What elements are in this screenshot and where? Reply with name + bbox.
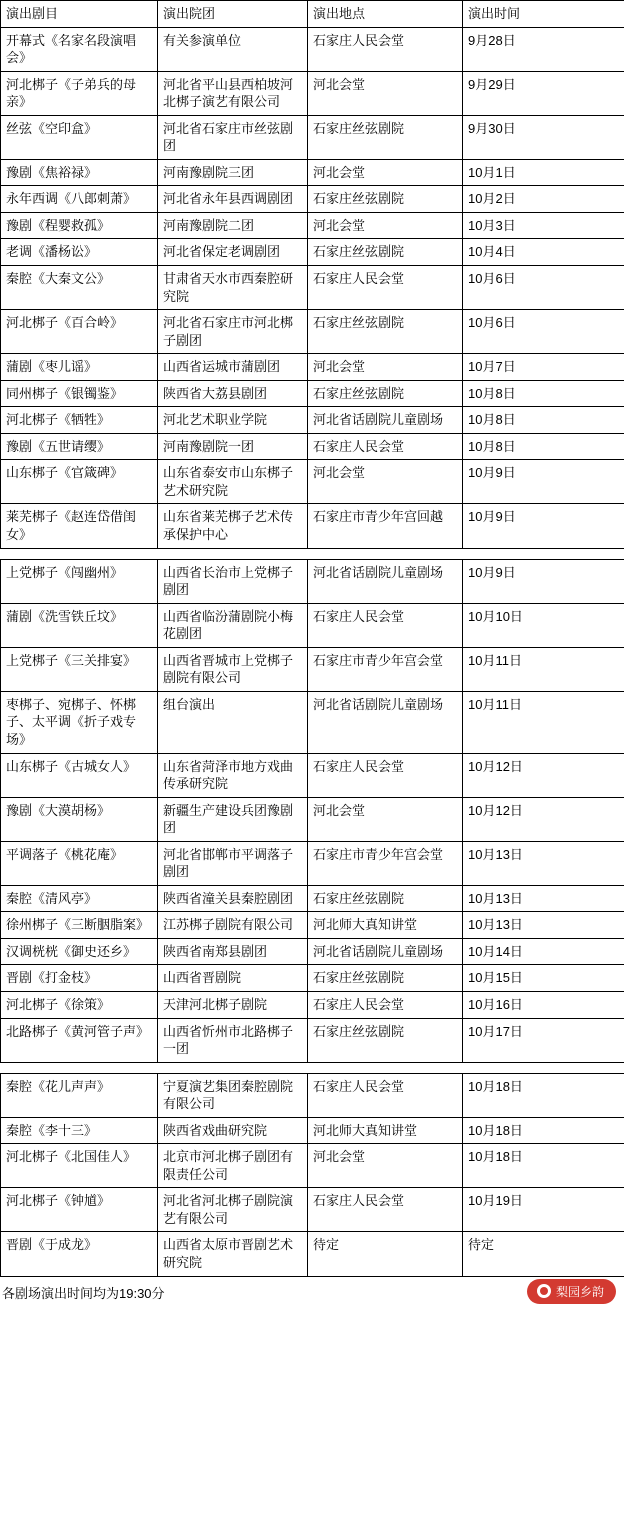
cell-venue: 河北省话剧院儿童剧场 bbox=[308, 407, 463, 434]
table-row bbox=[1, 938, 624, 965]
cell-troupe: 山西省忻州市北路梆子一团 bbox=[158, 1018, 308, 1062]
cell-program: 上党梆子《三关排宴》 bbox=[1, 647, 158, 691]
cell-venue: 河北会堂 bbox=[308, 797, 463, 841]
cell-program: 河北梆子《子弟兵的母亲》 bbox=[1, 71, 158, 115]
cell-date: 10月1日 bbox=[463, 159, 624, 186]
cell-date: 10月6日 bbox=[463, 310, 624, 354]
cell-venue: 石家庄市青少年宫会堂 bbox=[308, 841, 463, 885]
cell-date: 10月12日 bbox=[463, 753, 624, 797]
table-row bbox=[1, 212, 624, 239]
table-row bbox=[1, 603, 624, 647]
table-row bbox=[1, 239, 624, 266]
table-row bbox=[1, 433, 624, 460]
cell-date: 10月19日 bbox=[463, 1188, 624, 1232]
cell-venue: 河北省话剧院儿童剧场 bbox=[308, 691, 463, 753]
cell-program: 蒲剧《洗雪铁丘坟》 bbox=[1, 603, 158, 647]
cell-date: 10月13日 bbox=[463, 912, 624, 939]
table-row bbox=[1, 71, 624, 115]
cell-date: 10月12日 bbox=[463, 797, 624, 841]
cell-troupe: 河北艺术职业学院 bbox=[158, 407, 308, 434]
cell-troupe: 河北省石家庄市丝弦剧团 bbox=[158, 115, 308, 159]
cell-date: 10月10日 bbox=[463, 603, 624, 647]
cell-date: 10月14日 bbox=[463, 938, 624, 965]
cell-troupe: 陕西省潼关县秦腔剧团 bbox=[158, 885, 308, 912]
column-header-venue: 演出地点 bbox=[308, 1, 463, 28]
cell-date: 10月3日 bbox=[463, 212, 624, 239]
cell-troupe: 河北省石家庄市河北梆子剧团 bbox=[158, 310, 308, 354]
cell-date: 10月8日 bbox=[463, 380, 624, 407]
table-row bbox=[1, 407, 624, 434]
cell-troupe: 河北省保定老调剧团 bbox=[158, 239, 308, 266]
cell-venue: 石家庄人民会堂 bbox=[308, 27, 463, 71]
cell-date: 10月7日 bbox=[463, 354, 624, 381]
cell-troupe: 宁夏演艺集团秦腔剧院有限公司 bbox=[158, 1073, 308, 1117]
cell-troupe: 山西省晋剧院 bbox=[158, 965, 308, 992]
cell-troupe: 河北省平山县西柏坡河北梆子演艺有限公司 bbox=[158, 71, 308, 115]
cell-date: 9月30日 bbox=[463, 115, 624, 159]
table-row bbox=[1, 27, 624, 71]
table-row bbox=[1, 991, 624, 1018]
cell-venue: 石家庄市青少年宫会堂 bbox=[308, 647, 463, 691]
table-row bbox=[1, 965, 624, 992]
cell-program: 丝弦《空印盒》 bbox=[1, 115, 158, 159]
table-row bbox=[1, 1073, 624, 1117]
cell-program: 汉调桄桄《御史还乡》 bbox=[1, 938, 158, 965]
table-row bbox=[1, 647, 624, 691]
cell-date: 10月13日 bbox=[463, 841, 624, 885]
cell-venue: 石家庄丝弦剧院 bbox=[308, 380, 463, 407]
account-badge[interactable] bbox=[527, 1279, 616, 1304]
cell-troupe: 山东省泰安市山东梆子艺术研究院 bbox=[158, 460, 308, 504]
cell-troupe: 新疆生产建设兵团豫剧团 bbox=[158, 797, 308, 841]
cell-program: 同州梆子《银镯鉴》 bbox=[1, 380, 158, 407]
cell-program: 晋剧《于成龙》 bbox=[1, 1232, 158, 1276]
cell-venue: 石家庄人民会堂 bbox=[308, 266, 463, 310]
cell-troupe: 陕西省南郑县剧团 bbox=[158, 938, 308, 965]
cell-venue: 石家庄人民会堂 bbox=[308, 433, 463, 460]
table-row bbox=[1, 115, 624, 159]
cell-venue: 石家庄市青少年宫回越 bbox=[308, 504, 463, 548]
table-row bbox=[1, 1188, 624, 1232]
cell-venue: 河北会堂 bbox=[308, 354, 463, 381]
schedule-table-block-1 bbox=[0, 559, 624, 1063]
table-row bbox=[1, 1144, 624, 1188]
cell-troupe: 河南豫剧院一团 bbox=[158, 433, 308, 460]
cell-venue: 河北师大真知讲堂 bbox=[308, 1117, 463, 1144]
cell-troupe: 组台演出 bbox=[158, 691, 308, 753]
cell-date: 10月9日 bbox=[463, 460, 624, 504]
table-row bbox=[1, 797, 624, 841]
block-separator bbox=[0, 549, 624, 559]
cell-date: 10月8日 bbox=[463, 407, 624, 434]
cell-troupe: 北京市河北梆子剧团有限责任公司 bbox=[158, 1144, 308, 1188]
cell-date: 10月18日 bbox=[463, 1144, 624, 1188]
cell-program: 开幕式《名家名段演唱会》 bbox=[1, 27, 158, 71]
cell-troupe: 有关参演单位 bbox=[158, 27, 308, 71]
cell-date: 10月15日 bbox=[463, 965, 624, 992]
cell-date: 10月11日 bbox=[463, 647, 624, 691]
table-row bbox=[1, 380, 624, 407]
cell-program: 晋剧《打金枝》 bbox=[1, 965, 158, 992]
table-row bbox=[1, 1018, 624, 1062]
table-row bbox=[1, 912, 624, 939]
cell-program: 秦腔《李十三》 bbox=[1, 1117, 158, 1144]
cell-program: 豫剧《焦裕禄》 bbox=[1, 159, 158, 186]
column-header-troupe: 演出院团 bbox=[158, 1, 308, 28]
cell-venue: 河北会堂 bbox=[308, 71, 463, 115]
cell-date: 10月2日 bbox=[463, 186, 624, 213]
table-row bbox=[1, 885, 624, 912]
cell-venue: 石家庄丝弦剧院 bbox=[308, 965, 463, 992]
cell-date: 10月6日 bbox=[463, 266, 624, 310]
cell-date: 10月9日 bbox=[463, 504, 624, 548]
cell-venue: 待定 bbox=[308, 1232, 463, 1276]
table-row bbox=[1, 753, 624, 797]
table-row bbox=[1, 559, 624, 603]
cell-troupe: 山东省菏泽市地方戏曲传承研究院 bbox=[158, 753, 308, 797]
table-row bbox=[1, 1117, 624, 1144]
cell-venue: 石家庄丝弦剧院 bbox=[308, 239, 463, 266]
table-row bbox=[1, 841, 624, 885]
cell-troupe: 河南豫剧院二团 bbox=[158, 212, 308, 239]
cell-program: 枣梆子、宛梆子、怀梆子、太平调《折子戏专场》 bbox=[1, 691, 158, 753]
cell-date: 10月18日 bbox=[463, 1073, 624, 1117]
cell-troupe: 山西省运城市蒲剧团 bbox=[158, 354, 308, 381]
cell-venue: 石家庄人民会堂 bbox=[308, 1073, 463, 1117]
footer-note: 各剧场演出时间均为19:30分 bbox=[2, 1285, 165, 1301]
column-header-program: 演出剧目 bbox=[1, 1, 158, 28]
cell-troupe: 山西省晋城市上党梆子剧院有限公司 bbox=[158, 647, 308, 691]
cell-troupe: 河南豫剧院三团 bbox=[158, 159, 308, 186]
cell-date: 9月29日 bbox=[463, 71, 624, 115]
cell-troupe: 河北省河北梆子剧院演艺有限公司 bbox=[158, 1188, 308, 1232]
cell-program: 秦腔《清风亭》 bbox=[1, 885, 158, 912]
cell-venue: 石家庄丝弦剧院 bbox=[308, 115, 463, 159]
cell-program: 豫剧《大漠胡杨》 bbox=[1, 797, 158, 841]
cell-program: 河北梆子《牺牲》 bbox=[1, 407, 158, 434]
cell-date: 10月17日 bbox=[463, 1018, 624, 1062]
cell-troupe: 江苏梆子剧院有限公司 bbox=[158, 912, 308, 939]
cell-troupe: 河北省邯郸市平调落子剧团 bbox=[158, 841, 308, 885]
cell-troupe: 山西省长治市上党梆子剧团 bbox=[158, 559, 308, 603]
cell-date: 待定 bbox=[463, 1232, 624, 1276]
cell-program: 河北梆子《徐策》 bbox=[1, 991, 158, 1018]
cell-venue: 石家庄人民会堂 bbox=[308, 1188, 463, 1232]
cell-troupe: 山西省太原市晋剧艺术研究院 bbox=[158, 1232, 308, 1276]
table-header-row bbox=[1, 1, 624, 28]
cell-program: 蒲剧《枣儿谣》 bbox=[1, 354, 158, 381]
cell-date: 10月8日 bbox=[463, 433, 624, 460]
cell-venue: 石家庄丝弦剧院 bbox=[308, 186, 463, 213]
cell-venue: 石家庄人民会堂 bbox=[308, 753, 463, 797]
cell-venue: 石家庄人民会堂 bbox=[308, 603, 463, 647]
table-row bbox=[1, 310, 624, 354]
cell-program: 河北梆子《北国佳人》 bbox=[1, 1144, 158, 1188]
cell-venue: 石家庄人民会堂 bbox=[308, 991, 463, 1018]
cell-program: 北路梆子《黄河管子声》 bbox=[1, 1018, 158, 1062]
table-row bbox=[1, 186, 624, 213]
cell-program: 永年西调《八郎刺萧》 bbox=[1, 186, 158, 213]
cell-troupe: 河北省永年县西调剧团 bbox=[158, 186, 308, 213]
cell-troupe: 陕西省戏曲研究院 bbox=[158, 1117, 308, 1144]
cell-program: 豫剧《五世请缨》 bbox=[1, 433, 158, 460]
block-separator bbox=[0, 1063, 624, 1073]
cell-program: 上党梆子《闯幽州》 bbox=[1, 559, 158, 603]
table-row bbox=[1, 691, 624, 753]
cell-program: 秦腔《大秦文公》 bbox=[1, 266, 158, 310]
cell-troupe: 天津河北梆子剧院 bbox=[158, 991, 308, 1018]
cell-date: 10月4日 bbox=[463, 239, 624, 266]
cell-venue: 石家庄丝弦剧院 bbox=[308, 310, 463, 354]
cell-date: 10月18日 bbox=[463, 1117, 624, 1144]
table-row bbox=[1, 354, 624, 381]
account-badge-label: 梨园乡韵 bbox=[555, 1284, 604, 1299]
schedule-table-block-0 bbox=[0, 0, 624, 549]
cell-program: 老调《潘杨讼》 bbox=[1, 239, 158, 266]
cell-troupe: 陕西省大荔县剧团 bbox=[158, 380, 308, 407]
cell-venue: 河北省话剧院儿童剧场 bbox=[308, 559, 463, 603]
cell-venue: 河北会堂 bbox=[308, 159, 463, 186]
cell-venue: 河北师大真知讲堂 bbox=[308, 912, 463, 939]
cell-program: 莱芜梆子《赵连岱借闺女》 bbox=[1, 504, 158, 548]
cell-venue: 河北省话剧院儿童剧场 bbox=[308, 938, 463, 965]
cell-venue: 石家庄丝弦剧院 bbox=[308, 1018, 463, 1062]
column-header-date: 演出时间 bbox=[463, 1, 624, 28]
cell-date: 9月28日 bbox=[463, 27, 624, 71]
cell-date: 10月16日 bbox=[463, 991, 624, 1018]
cell-program: 河北梆子《百合岭》 bbox=[1, 310, 158, 354]
cell-venue: 河北会堂 bbox=[308, 212, 463, 239]
cell-program: 秦腔《花儿声声》 bbox=[1, 1073, 158, 1117]
cell-venue: 石家庄丝弦剧院 bbox=[308, 885, 463, 912]
schedule-table-block-2 bbox=[0, 1073, 624, 1277]
cell-troupe: 甘肃省天水市西秦腔研究院 bbox=[158, 266, 308, 310]
page-footer bbox=[0, 1277, 624, 1321]
cell-program: 豫剧《程婴救孤》 bbox=[1, 212, 158, 239]
cell-program: 平调落子《桃花庵》 bbox=[1, 841, 158, 885]
cell-date: 10月11日 bbox=[463, 691, 624, 753]
cell-venue: 河北会堂 bbox=[308, 460, 463, 504]
cell-program: 山东梆子《古城女人》 bbox=[1, 753, 158, 797]
cell-date: 10月9日 bbox=[463, 559, 624, 603]
cell-troupe: 山西省临汾蒲剧院小梅花剧团 bbox=[158, 603, 308, 647]
cell-date: 10月13日 bbox=[463, 885, 624, 912]
table-row bbox=[1, 504, 624, 548]
cell-program: 河北梆子《钟馗》 bbox=[1, 1188, 158, 1232]
table-row bbox=[1, 460, 624, 504]
cell-troupe: 山东省莱芜梆子艺术传承保护中心 bbox=[158, 504, 308, 548]
cell-program: 徐州梆子《三断胭脂案》 bbox=[1, 912, 158, 939]
cell-program: 山东梆子《官箴碑》 bbox=[1, 460, 158, 504]
table-row bbox=[1, 266, 624, 310]
table-row bbox=[1, 1232, 624, 1276]
cell-venue: 河北会堂 bbox=[308, 1144, 463, 1188]
account-logo-icon bbox=[537, 1284, 551, 1298]
table-row bbox=[1, 159, 624, 186]
